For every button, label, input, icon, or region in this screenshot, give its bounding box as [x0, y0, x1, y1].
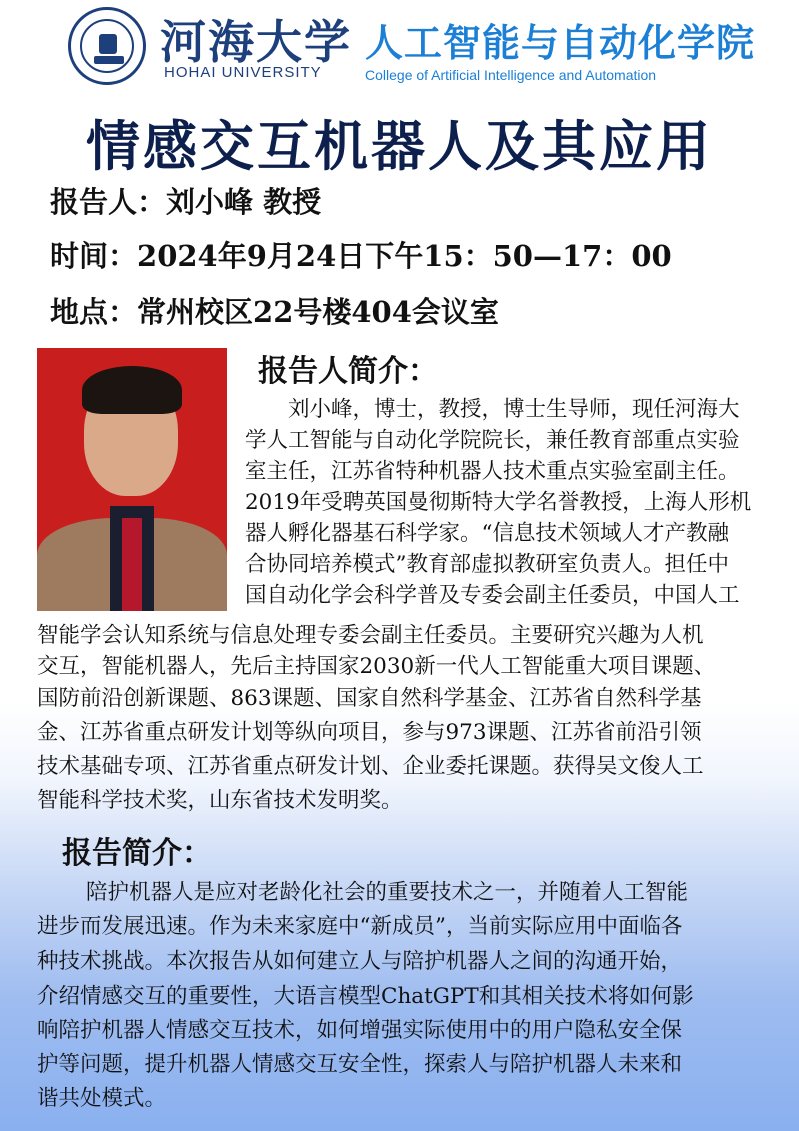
header	[0, 0, 799, 92]
bio-line: 合协同培养模式”教育部虚拟教研室负责人。担任中	[245, 552, 729, 577]
bio-line: 交互，智能机器人，先后主持国家2030新一代人工智能重大项目课题、	[37, 654, 716, 679]
speaker-label: 报告人：	[50, 185, 167, 219]
abstract-line: 种技术挑战。本次报告从如何建立人与陪护机器人之间的沟通开始，	[37, 949, 683, 974]
bio-line: 技术基础专项、江苏省重点研发计划、企业委托课题。获得吴文俊人工	[37, 754, 704, 779]
time-label: 时间：	[50, 239, 138, 273]
speaker-photo	[37, 348, 227, 611]
place-value: 常州校区22号楼404会议室	[137, 295, 499, 329]
time-line	[50, 234, 672, 275]
abstract-line: 护等问题，提升机器人情感交互安全性，探索人与陪护机器人未来和	[37, 1052, 683, 1077]
speaker-value: 刘小峰 教授	[166, 185, 322, 219]
bio-line: 金、江苏省重点研发计划等纵向项目，参与973课题、江苏省前沿引领	[37, 720, 702, 745]
place-label: 地点：	[50, 295, 138, 329]
time-value: 2024年9月24日下午15：50—17：00	[137, 239, 672, 273]
abstract-line: 进步而发展迅速。作为未来家庭中“新成员”，当前实际应用中面临各	[37, 914, 683, 939]
page-title: 情感交互机器人及其应用	[86, 114, 713, 178]
abstract-line: 介绍情感交互的重要性，大语言模型ChatGPT和其相关技术将如何影	[37, 984, 694, 1009]
university-seal-logo	[68, 7, 146, 85]
university-name-en: HOHAI UNIVERSITY	[164, 64, 322, 81]
bio-line: 器人孵化器基石科学家。“信息技术领域人才产教融	[245, 521, 729, 546]
college-name-en: College of Artificial Intelligence and Automation	[365, 67, 657, 83]
photo-tie	[122, 518, 142, 611]
photo-hair	[82, 366, 182, 414]
bio-line: 国防前沿创新课题、863课题、国家自然科学基金、江苏省自然科学基	[37, 686, 702, 711]
seal-emblem	[99, 34, 117, 54]
seal-ring	[80, 19, 134, 73]
seal-year-band	[94, 56, 124, 64]
speaker-intro-heading: 报告人简介：	[258, 354, 438, 389]
bio-line: 国自动化学会科学普及专委会副主任委员，中国人工	[245, 583, 740, 608]
bio-line: 智能科学技术奖，山东省技术发明奖。	[37, 788, 403, 813]
bio-line: 学人工智能与自动化学院院长，兼任教育部重点实验	[245, 428, 740, 453]
abstract-line: 陪护机器人是应对老龄化社会的重要技术之一，并随着人工智能	[86, 880, 689, 905]
bio-line: 智能学会认知系统与信息处理专委会副主任委员。主要研究兴趣为人机	[37, 623, 704, 648]
college-name-cn: 人工智能与自动化学院	[365, 21, 756, 65]
bio-line: 室主任，江苏省特种机器人技术重点实验室副主任。	[245, 459, 740, 484]
bio-line: 2019年受聘英国曼彻斯特大学名誉教授，上海人形机	[245, 490, 752, 515]
university-name-cn: 河海大学	[160, 15, 352, 69]
speaker-line	[50, 180, 321, 221]
abstract-line: 响陪护机器人情感交互技术，如何增强实际使用中的用户隐私安全保	[37, 1018, 683, 1043]
bio-line: 刘小峰，博士，教授，博士生导师，现任河海大	[288, 397, 740, 422]
abstract-heading: 报告简介：	[62, 836, 212, 871]
place-line	[50, 290, 499, 331]
abstract-line: 谐共处模式。	[37, 1086, 167, 1111]
